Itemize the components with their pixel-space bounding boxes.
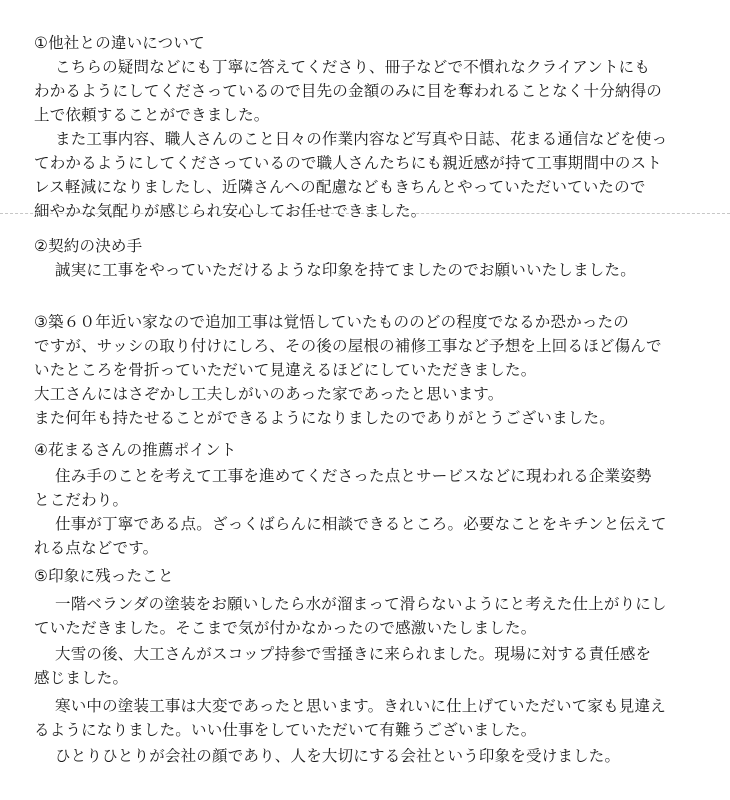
paragraph-line: とこだわり。 xyxy=(34,491,129,509)
paragraph-line: 大工さんにはさぞかし工夫しがいのあった家であったと思います。 xyxy=(34,385,504,403)
paragraph-line: 仕事が丁寧である点。ざっくばらんに相談できるところ。必要なことをキチンと伝えて xyxy=(55,515,667,533)
paragraph-line: わかるようにしてくださっているので目先の金額のみに目を奪われることなく十分納得の xyxy=(34,82,663,100)
paragraph-line: てわかるようにしてくださっているので職人さんたちにも親近感が持て工事期間中のスト xyxy=(34,154,663,172)
paragraph-line: いたところを骨折っていただいて見違えるほどにしていただきました。 xyxy=(34,361,537,379)
paragraph-line: れる点などです。 xyxy=(34,539,159,557)
paragraph-line: 感じました。 xyxy=(34,669,129,687)
paragraph-line: 住み手のことを考えて工事を進めてくださった点とサービスなどに現われる企業姿勢 xyxy=(55,467,652,485)
paragraph-line: こちらの疑問などにも丁寧に答えてくださり、冊子などで不慣れなクライアントにも xyxy=(55,58,651,76)
paragraph-line: 一階ベランダの塗装をお願いしたら水が溜まって滑らないようにと考えた仕上がりにし xyxy=(55,595,667,613)
paragraph-line: ですが、サッシの取り付けにしろ、その後の屋根の補修工事など予想を上回るほど傷んで xyxy=(34,337,662,355)
paragraph-line: また工事内容、職人さんのこと日々の作業内容など写真や日誌、花まる通信などを使っ xyxy=(55,130,668,148)
paragraph-line: るようになりました。いい仕事をしていただいて有難うございました。 xyxy=(34,721,537,739)
paragraph-line: ③築６０年近い家なので追加工事は覚悟していたもののどの程度でなるか恐かったの xyxy=(34,313,629,331)
paragraph-line: 上で依頼することができました。 xyxy=(34,106,270,124)
paragraph-line: 細やかな気配りが感じられ安心してお任せできました。 xyxy=(34,202,427,220)
section-heading: ⑤印象に残ったこと xyxy=(34,567,174,585)
paragraph-line: 大雪の後、大工さんがスコップ持参で雪掻きに来られました。現場に対する責任感を xyxy=(55,645,652,663)
paragraph-line: 寒い中の塗装工事は大変であったと思います。きれいに仕上げていただいて家も見違え xyxy=(55,697,666,715)
paragraph-line: また何年も持たせることができるようになりましたのでありがとうございました。 xyxy=(34,409,615,427)
paragraph-line: 誠実に工事をやっていただけるような印象を持てましたのでお願いいたしました。 xyxy=(55,261,636,279)
paragraph-line: レス軽減になりましたし、近隣さんへの配慮などもきちんとやっていただいていたので xyxy=(34,178,646,196)
section-heading: ①他社との違いについて xyxy=(34,34,205,52)
section-heading: ④花まるさんの推薦ポイント xyxy=(34,441,237,459)
paragraph-line: ひとりひとりが会社の顔であり、人を大切にする会社という印象を受けました。 xyxy=(55,747,621,765)
paragraph-line: ていただきました。そこまで気が付かなかったので感激いたしました。 xyxy=(34,619,537,637)
section-heading: ②契約の決め手 xyxy=(34,237,143,255)
